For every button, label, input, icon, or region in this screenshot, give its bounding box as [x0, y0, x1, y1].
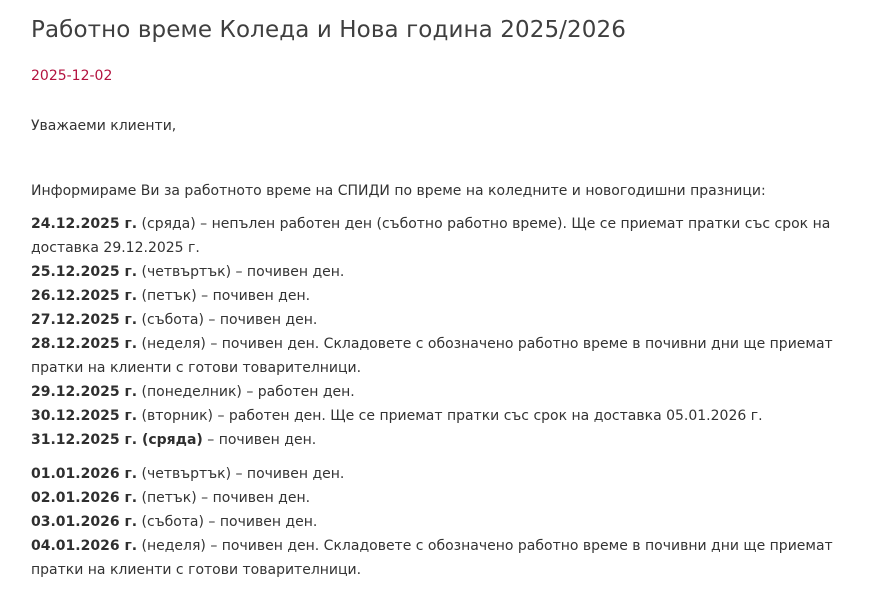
- schedule-date: 25.12.2025 г.: [31, 264, 138, 280]
- schedule-text: (неделя) – почивен ден. Складовете с обозначено работно време в почивни дни ще приемат: [137, 538, 833, 554]
- schedule-text: (вторник) – работен ден. Ще се приемат пратки със срок на доставка 05.01.2026 г.: [137, 408, 763, 424]
- schedule-text: пратки на клиенти с готови товарителници.: [31, 360, 362, 376]
- schedule-line: [31, 332, 849, 356]
- schedule-line: [31, 236, 849, 260]
- schedule-line: [31, 356, 849, 380]
- schedule-line: [31, 404, 849, 428]
- schedule-line: [31, 558, 849, 582]
- schedule-date: 04.01.2026 г.: [31, 538, 138, 554]
- schedule-date: 02.01.2026 г.: [31, 490, 138, 506]
- schedule-line: [31, 510, 849, 534]
- schedule-date: 28.12.2025 г.: [31, 336, 138, 352]
- holiday-schedule: [31, 212, 849, 582]
- schedule-group-december: [31, 212, 849, 452]
- schedule-date: 31.12.2025 г. (сряда): [31, 432, 203, 448]
- schedule-text: пратки на клиенти с готови товарителници.: [31, 562, 362, 578]
- schedule-text: (петък) – почивен ден.: [137, 490, 311, 506]
- schedule-date: 01.01.2026 г.: [31, 466, 138, 482]
- schedule-line: [31, 380, 849, 404]
- schedule-date: 24.12.2025 г.: [31, 216, 138, 232]
- schedule-date: 26.12.2025 г.: [31, 288, 138, 304]
- greeting-text: Уважаеми клиенти,: [31, 118, 177, 134]
- schedule-line: [31, 428, 849, 452]
- publish-date: 2025-12-02: [31, 68, 113, 84]
- schedule-line: [31, 308, 849, 332]
- schedule-date: 29.12.2025 г.: [31, 384, 138, 400]
- schedule-date: 27.12.2025 г.: [31, 312, 138, 328]
- schedule-gap: [31, 452, 849, 462]
- schedule-line: [31, 212, 849, 236]
- schedule-text: (четвъртък) – почивен ден.: [137, 264, 345, 280]
- schedule-text: (сряда) – непълен работен ден (съботно работно време). Ще се приемат пратки със срок на: [137, 216, 831, 232]
- schedule-line: [31, 284, 849, 308]
- schedule-text: (понеделник) – работен ден.: [137, 384, 355, 400]
- schedule-line: [31, 486, 849, 510]
- intro-text: Информираме Ви за работното време на СПИДИ по време на коледните и новогодишни празници:: [31, 183, 766, 199]
- schedule-text: (четвъртък) – почивен ден.: [137, 466, 345, 482]
- schedule-text: (неделя) – почивен ден. Складовете с обозначено работно време в почивни дни ще приемат: [137, 336, 833, 352]
- schedule-date: 03.01.2026 г.: [31, 514, 138, 530]
- schedule-text: (петък) – почивен ден.: [137, 288, 311, 304]
- schedule-text: доставка 29.12.2025 г.: [31, 240, 200, 256]
- schedule-text: – почивен ден.: [202, 432, 317, 448]
- schedule-line: [31, 534, 849, 558]
- schedule-date: 30.12.2025 г.: [31, 408, 138, 424]
- schedule-group-january: [31, 462, 849, 582]
- schedule-text: (събота) – почивен ден.: [137, 312, 318, 328]
- schedule-text: (събота) – почивен ден.: [137, 514, 318, 530]
- schedule-line: [31, 260, 849, 284]
- page-title: Работно време Коледа и Нова година 2025/2026: [31, 17, 626, 43]
- schedule-line: [31, 462, 849, 486]
